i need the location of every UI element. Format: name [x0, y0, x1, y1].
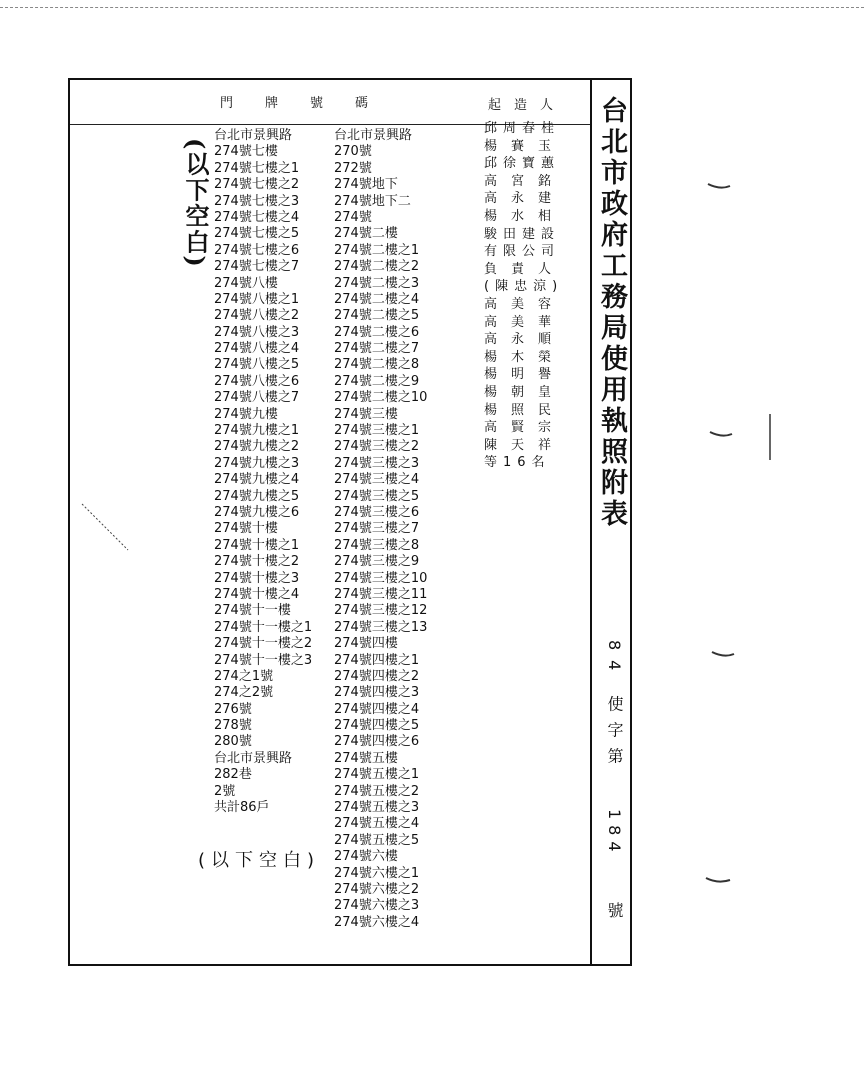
address-entry: 280號 [214, 734, 252, 750]
address-entry: 282巷 [214, 767, 252, 783]
address-entry: 274號六樓之2 [334, 881, 420, 897]
builder-entry: 高永順 [484, 332, 566, 348]
address-entry: 274之2號 [214, 685, 274, 701]
builder-entry: 楊照民 [484, 402, 566, 418]
builder-entry: 楊水相 [484, 208, 566, 224]
builder-entry: 陳天祥 [484, 437, 566, 453]
address-entry: 274號二樓之7 [334, 341, 420, 357]
address-entry: 274號 [334, 209, 372, 225]
address-entry: 274號五樓 [334, 750, 398, 766]
builder-entry: 負責人 [484, 261, 566, 277]
permit-number: 184 [605, 808, 624, 858]
address-entry: 274號八樓之4 [214, 341, 300, 357]
address-entry: 274號二樓之9 [334, 373, 420, 389]
scan-top-edge [0, 0, 864, 8]
address-entry: 274號八樓之3 [214, 324, 300, 340]
builder-entry: 駿田建設 [484, 226, 561, 242]
builder-entry: 高賢宗 [484, 420, 566, 436]
address-entry: 274號七樓之3 [214, 193, 300, 209]
address-entry: 274號七樓 [214, 144, 278, 160]
address-entry: 274號八樓之5 [214, 357, 300, 373]
address-entry: 274號二樓 [334, 226, 398, 242]
permit-suffix: 號 [605, 902, 624, 929]
address-entry: 274號九樓之2 [214, 439, 300, 455]
builder-entry: 楊賽玉 [484, 138, 566, 154]
address-entry: 274號五樓之1 [334, 767, 420, 783]
address-entry: 274號四樓之5 [334, 718, 420, 734]
address-entry: 274號四樓之3 [334, 685, 420, 701]
address-entry: 274號九樓之5 [214, 488, 300, 504]
address-entry: 274號五樓之5 [334, 832, 420, 848]
address-column-2 [334, 128, 427, 931]
address-entry: 274號三樓之7 [334, 521, 420, 537]
address-entry: 274號二樓之3 [334, 275, 420, 291]
address-entry: 274號八樓之7 [214, 390, 300, 406]
address-entry: 274號四樓之4 [334, 701, 420, 717]
address-entry: 274號二樓之8 [334, 357, 420, 373]
address-entry: 274號三樓之8 [334, 537, 420, 553]
builder-entry: 高美容 [484, 296, 566, 312]
builder-entry: (陳忠涼) [484, 279, 564, 295]
address-entry: 274號四樓 [334, 636, 398, 652]
address-entry: 274號二樓之5 [334, 308, 420, 324]
address-entry: 274號七樓之4 [214, 209, 300, 225]
document-title: 台北市政府工務局使用執照附表 [596, 96, 627, 530]
address-entry: 台北市景興路 [214, 750, 293, 766]
address-entry: 共計86戶 [214, 800, 270, 816]
address-entry: 274號七樓之1 [214, 160, 300, 176]
builder-entry: 邱周春桂 [484, 121, 561, 136]
address-entry: 274號十樓 [214, 521, 278, 537]
address-entry: 274號十樓之3 [214, 570, 300, 586]
bottom-blank-note: (以下空白) [198, 850, 321, 871]
builder-entry: 楊明譽 [484, 367, 566, 383]
address-entry: 274號九樓之4 [214, 472, 300, 488]
permit-type: 使字第 [605, 695, 624, 774]
address-entry: 274號十樓之4 [214, 586, 300, 602]
address-entry: 274號四樓之2 [334, 668, 420, 684]
address-entry: 274號三樓之4 [334, 472, 420, 488]
address-entry: 274號九樓之1 [214, 423, 300, 439]
address-entry: 270號 [334, 144, 372, 160]
address-entry: 274號二樓之2 [334, 259, 420, 275]
address-entry: 274號三樓之12 [334, 603, 428, 619]
address-entry: 274號五樓之3 [334, 800, 420, 816]
address-entry: 274號十樓之2 [214, 554, 300, 570]
address-entry: 274號三樓之2 [334, 439, 420, 455]
scan-marks [700, 170, 740, 910]
address-column-header: 門 牌 號 碼 [220, 96, 371, 111]
address-entry: 274號三樓之1 [334, 423, 420, 439]
address-entry: 274號二樓之4 [334, 291, 420, 307]
address-entry: 274號四樓之1 [334, 652, 420, 668]
address-entry: 台北市景興路 [334, 128, 413, 143]
address-entry: 272號 [334, 160, 372, 176]
builder-column-header: 起 造 人 [488, 98, 554, 113]
address-entry: 278號 [214, 718, 252, 734]
builder-entry: 楊朝皇 [484, 384, 566, 400]
address-entry: 274號九樓 [214, 406, 278, 422]
address-entry: 274號七樓之5 [214, 226, 300, 242]
address-entry: 274號地下 [334, 177, 398, 193]
address-entry: 274號十一樓 [214, 603, 291, 619]
address-entry: 274號九樓之6 [214, 504, 300, 520]
address-entry: 274號二樓之1 [334, 242, 420, 258]
address-column-1 [214, 128, 312, 816]
address-entry: 274號十一樓之2 [214, 636, 313, 652]
address-entry: 台北市景興路 [214, 128, 293, 143]
builder-entry: 邱徐寶蕙 [484, 156, 561, 172]
builder-entry: 楊木榮 [484, 349, 566, 365]
address-entry: 274號地下二 [334, 193, 411, 209]
address-entry: 274號六樓 [334, 849, 398, 865]
address-entry: 2號 [214, 783, 236, 799]
address-entry: 274號二樓之10 [334, 390, 428, 406]
address-entry: 274號三樓之11 [334, 586, 428, 602]
address-entry: 274號八樓之1 [214, 291, 300, 307]
address-entry: 274號三樓之13 [334, 619, 428, 635]
address-entry: 274號三樓之10 [334, 570, 428, 586]
stray-mark [78, 500, 138, 560]
address-entry: 274號七樓之6 [214, 242, 300, 258]
permit-number-block [598, 640, 626, 928]
builder-entry: 高宮銘 [484, 173, 566, 189]
builder-entry: 等16名 [484, 455, 551, 471]
address-entry: 274號六樓之3 [334, 898, 420, 914]
address-entry: 274號六樓之4 [334, 914, 420, 930]
address-entry: 274號三樓之5 [334, 488, 420, 504]
address-entry: 274號八樓之6 [214, 373, 300, 389]
address-entry: 274號三樓之6 [334, 504, 420, 520]
address-entry: 274號九樓之3 [214, 455, 300, 471]
address-entry: 274號三樓 [334, 406, 398, 422]
builder-entry: 高永建 [484, 191, 566, 207]
address-entry: 274號八樓之2 [214, 308, 300, 324]
address-entry: 274號五樓之2 [334, 783, 420, 799]
address-entry: 276號 [214, 701, 252, 717]
address-entry: 274號八樓 [214, 275, 278, 291]
margin-tick [760, 410, 780, 470]
address-entry: 274號十樓之1 [214, 537, 300, 553]
builder-list [484, 120, 572, 472]
address-entry: 274號三樓之9 [334, 554, 420, 570]
address-entry: 274號三樓之3 [334, 455, 420, 471]
builder-entry: 有限公司 [484, 244, 561, 260]
address-entry: 274號七樓之7 [214, 259, 300, 275]
address-entry: 274號五樓之4 [334, 816, 420, 832]
address-entry: 274號二樓之6 [334, 324, 420, 340]
address-entry: 274號四樓之6 [334, 734, 420, 750]
permit-year: 84 [605, 640, 624, 681]
address-entry: 274號七樓之2 [214, 177, 300, 193]
address-entry: 274號十一樓之3 [214, 652, 313, 668]
address-entry: 274號十一樓之1 [214, 619, 313, 635]
address-entry: 274號六樓之1 [334, 865, 420, 881]
left-blank-note: (以下空白) [181, 138, 210, 269]
builder-entry: 高美華 [484, 314, 566, 330]
address-entry: 274之1號 [214, 668, 274, 684]
